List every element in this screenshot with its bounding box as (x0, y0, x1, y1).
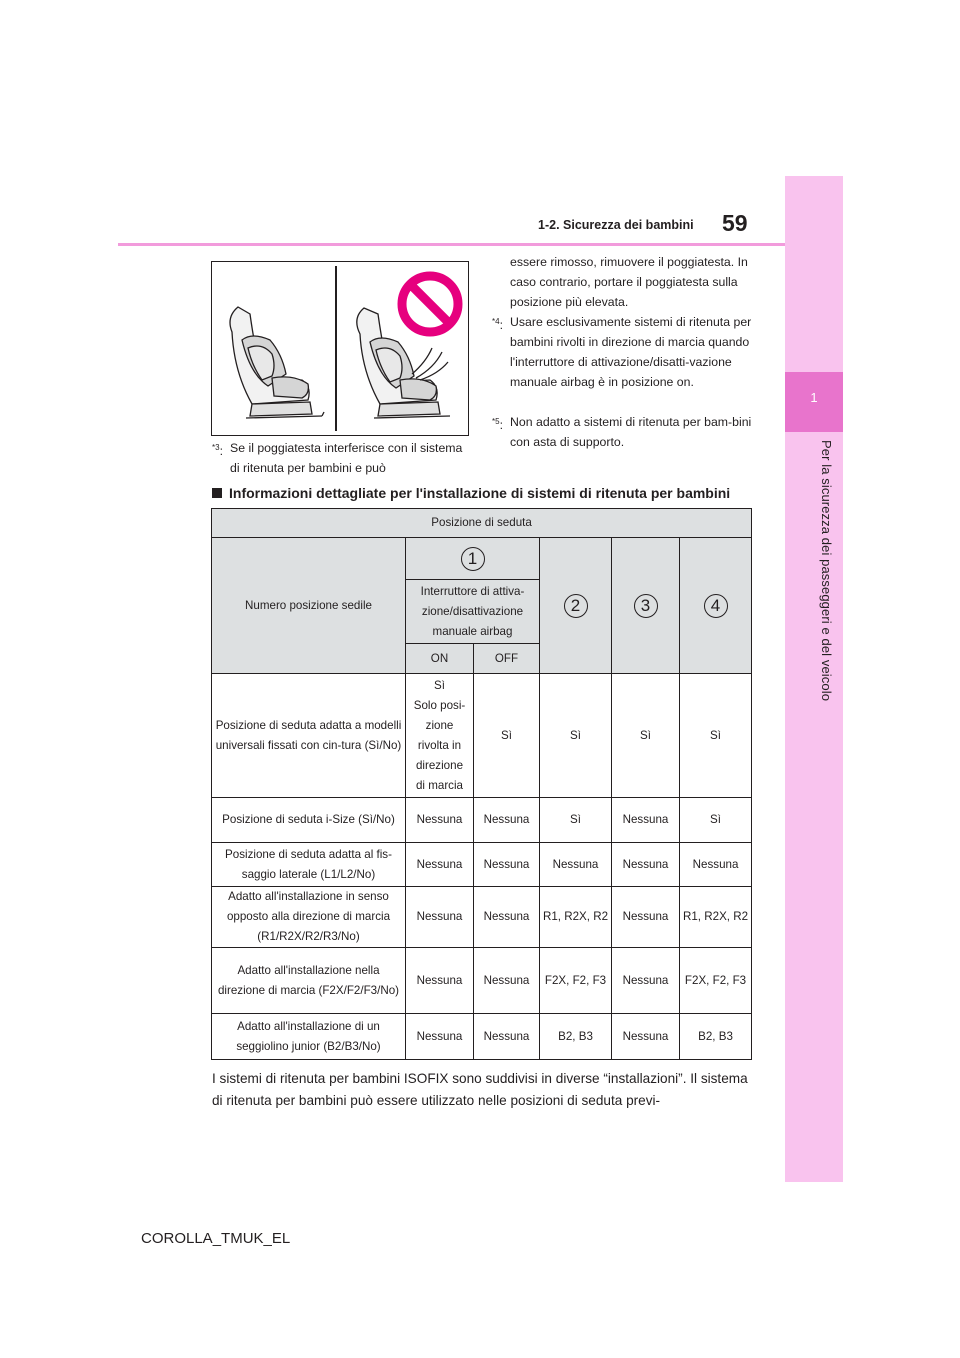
footnote-3-continued (492, 252, 757, 312)
cell-off: Sì (474, 674, 540, 798)
footnote-mark: $^{*4}$: (492, 317, 503, 333)
seat-1-number: 1 (461, 547, 485, 571)
child-seat-with-headrest-conflict-icon (357, 308, 450, 418)
cell-seat-3: Nessuna (612, 887, 680, 948)
cell-on: Nessuna (406, 1014, 474, 1060)
seat-number-label: Numero posizione sedile (212, 538, 406, 674)
seat-3-number: 3 (634, 594, 658, 618)
footnote-mark: $^{*3}$: (212, 443, 223, 459)
row-label: Adatto all'installazione di un seggiolino junior (B2/B3/No) (212, 1014, 406, 1060)
off-label: OFF (474, 644, 540, 674)
table-title: Posizione di seduta (212, 509, 752, 538)
cell-seat-2: R1, R2X, R2 (540, 887, 612, 948)
table-row (212, 798, 752, 843)
table-row (212, 887, 752, 948)
row-label: Adatto all'installazione in senso opposto alla direzione di marcia (R1/R2X/R2/R3/No) (212, 887, 406, 948)
prohibition-sign-icon (402, 276, 458, 332)
footnote-5 (492, 412, 757, 452)
cell-on: Nessuna (406, 798, 474, 843)
cell-off: Nessuna (474, 1014, 540, 1060)
square-bullet-icon (212, 488, 222, 498)
section-header: 1-2. Sicurezza dei bambini (538, 218, 694, 232)
subheading: Informazioni dettagliate per l'installazione di sistemi di ritenuta per bambini (212, 485, 730, 501)
seat-4-number: 4 (704, 594, 728, 618)
cell-seat-4: Nessuna (680, 843, 752, 887)
seat-1-header (406, 538, 540, 580)
cell-seat-3: Sì (612, 674, 680, 798)
table-row (212, 1014, 752, 1060)
cell-seat-3: Nessuna (612, 1014, 680, 1060)
cell-seat-2: Nessuna (540, 843, 612, 887)
header-rule (118, 243, 785, 246)
body-paragraph: I sistemi di ritenuta per bambini ISOFIX sono suddivisi in diverse “installazioni”. Il sistema di ritenuta per bambini può essere utilizzato nelle posizioni di seduta previ- (212, 1071, 748, 1108)
cell-seat-2: Sì (540, 798, 612, 843)
footnote-3 (212, 438, 467, 478)
cell-seat-4: B2, B3 (680, 1014, 752, 1060)
seat-3-header (612, 538, 680, 674)
footnote-text: Se il poggiatesta interferisce con il sistema di ritenuta per bambini e può (230, 441, 463, 475)
footnote-mark: $^{*5}$: (492, 417, 503, 433)
document-footer: COROLLA_TMUK_EL (141, 1230, 291, 1247)
cell-seat-4: R1, R2X, R2 (680, 887, 752, 948)
row-label: Adatto all'installazione nella direzione di marcia (F2X/F2/F3/No) (212, 948, 406, 1014)
footnote-4 (492, 312, 757, 392)
seat-2-number: 2 (564, 594, 588, 618)
cell-seat-4: Sì (680, 798, 752, 843)
cell-seat-4: Sì (680, 674, 752, 798)
airbag-switch-label: Interruttore di attiva-zione/disattivazione manuale airbag (406, 580, 540, 644)
cell-on: Sì Solo posi- zione rivolta in direzione di marcia (406, 674, 474, 798)
cell-seat-4: F2X, F2, F3 (680, 948, 752, 1014)
cell-off: Nessuna (474, 948, 540, 1014)
cell-seat-2: F2X, F2, F3 (540, 948, 612, 1014)
cell-seat-2: B2, B3 (540, 1014, 612, 1060)
footnote-text: Usare esclusivamente sistemi di ritenuta per bambini rivolti in direzione di marcia quando l'interruttore di attivazione/disatti-vazione manuale airbag è in posizione on. (510, 315, 752, 389)
cell-off: Nessuna (474, 843, 540, 887)
table-row (212, 674, 752, 798)
page-number: 59 (722, 210, 748, 236)
seat-2-header (540, 538, 612, 674)
chapter-title: Per la sicurezza dei passeggeri e del veicolo (819, 440, 834, 702)
cell-seat-3: Nessuna (612, 798, 680, 843)
child-seat-icon (230, 307, 324, 418)
chapter-number: 1 (810, 390, 818, 405)
cell-off: Nessuna (474, 887, 540, 948)
cell-seat-3: Nessuna (612, 843, 680, 887)
table-row (212, 948, 752, 1014)
on-label: ON (406, 644, 474, 674)
isofix-info-table (211, 508, 752, 1060)
cell-on: Nessuna (406, 948, 474, 1014)
cell-on: Nessuna (406, 843, 474, 887)
footnote-text: essere rimosso, rimuovere il poggiatesta. In caso contrario, portare il poggiatesta sulla posizione più elevata. (510, 255, 748, 309)
cell-seat-3: Nessuna (612, 948, 680, 1014)
seat-4-header (680, 538, 752, 674)
row-label: Posizione di seduta adatta al fis-saggio laterale (L1/L2/No) (212, 843, 406, 887)
child-seat-illustration (211, 261, 469, 436)
row-label: Posizione di seduta i-Size (Sì/No) (212, 798, 406, 843)
row-label: Posizione di seduta adatta a modelli universali fissati con cin-tura (Sì/No) (212, 674, 406, 798)
cell-on: Nessuna (406, 887, 474, 948)
cell-seat-2: Sì (540, 674, 612, 798)
footnote-text: Non adatto a sistemi di ritenuta per bam-bini con asta di supporto. (510, 415, 752, 449)
cell-off: Nessuna (474, 798, 540, 843)
table-row (212, 843, 752, 887)
